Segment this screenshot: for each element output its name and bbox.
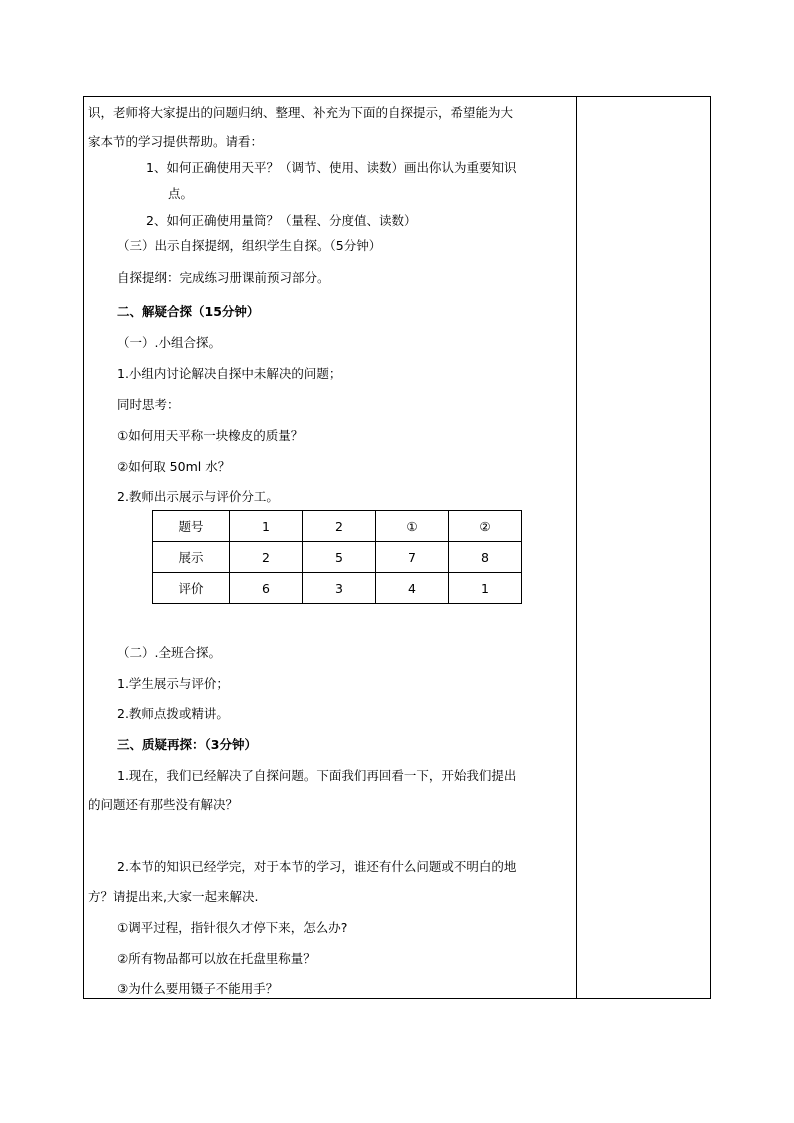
- text-line: ③为什么要用镊子不能用手？: [117, 981, 279, 996]
- table-cell: ①: [376, 511, 449, 542]
- division-table: [152, 510, 522, 604]
- text-line: 2.本节的知识已经学完，对于本节的学习，谁还有什么问题或不明白的地: [117, 859, 517, 874]
- text-line: （三）出示自探提纲，组织学生自探。（5分钟）: [117, 238, 382, 253]
- text-line: ②如何取 50ml 水？: [117, 459, 231, 474]
- table-cell: 3: [303, 573, 376, 604]
- table-cell: 6: [230, 573, 303, 604]
- table-cell: 展示: [153, 542, 230, 573]
- text-line: 点。: [168, 186, 194, 201]
- table-cell: 4: [376, 573, 449, 604]
- table-cell: 1: [230, 511, 303, 542]
- text-line: 1.现在，我们已经解决了自探问题。下面我们再回看一下，开始我们提出: [117, 768, 517, 783]
- text-line: 家本节的学习提供帮助。请看：: [88, 134, 264, 149]
- text-line: （一）.小组合探。: [117, 335, 221, 350]
- text-line: 1、如何正确使用天平？（调节、使用、读数）画出你认为重要知识: [146, 160, 517, 175]
- text-line: 同时思考：: [117, 397, 180, 412]
- text-line: 1.小组内讨论解决自探中未解决的问题；: [117, 366, 342, 381]
- table-cell: 8: [449, 542, 522, 573]
- section-heading: 三、质疑再探：（3分钟）: [117, 737, 257, 752]
- table-cell: 评价: [153, 573, 230, 604]
- table-cell: 题号: [153, 511, 230, 542]
- table-cell: 2: [230, 542, 303, 573]
- table-row: [153, 511, 522, 542]
- text-line: 2、如何正确使用量筒？（量程、分度值、读数）: [146, 213, 417, 228]
- text-line: ②所有物品都可以放在托盘里称量？: [117, 951, 316, 966]
- text-line: ①如何用天平称一块橡皮的质量？: [117, 428, 304, 443]
- text-line: 方？请提出来,大家一起来解决.: [88, 889, 259, 904]
- text-line: 识，老师将大家提出的问题归纳、整理、补充为下面的自探提示，希望能为大: [88, 105, 514, 120]
- text-line: 2.教师出示展示与评价分工。: [117, 489, 279, 504]
- text-line: 自探提纲：完成练习册课前预习部分。: [117, 270, 330, 285]
- column-divider: [576, 96, 577, 999]
- table-cell: 5: [303, 542, 376, 573]
- section-heading: 二、解疑合探（15分钟）: [117, 304, 260, 319]
- text-line: 的问题还有那些没有解决？: [88, 797, 239, 812]
- table-row: [153, 542, 522, 573]
- table-cell: ②: [449, 511, 522, 542]
- table-cell: 1: [449, 573, 522, 604]
- text-line: 1.学生展示与评价；: [117, 676, 229, 691]
- text-line: 2.教师点拨或精讲。: [117, 706, 229, 721]
- table-cell: 7: [376, 542, 449, 573]
- text-line: （二）.全班合探。: [117, 645, 221, 660]
- table-cell: 2: [303, 511, 376, 542]
- table-row: [153, 573, 522, 604]
- text-line: ①调平过程，指针很久才停下来，怎么办?: [117, 920, 348, 935]
